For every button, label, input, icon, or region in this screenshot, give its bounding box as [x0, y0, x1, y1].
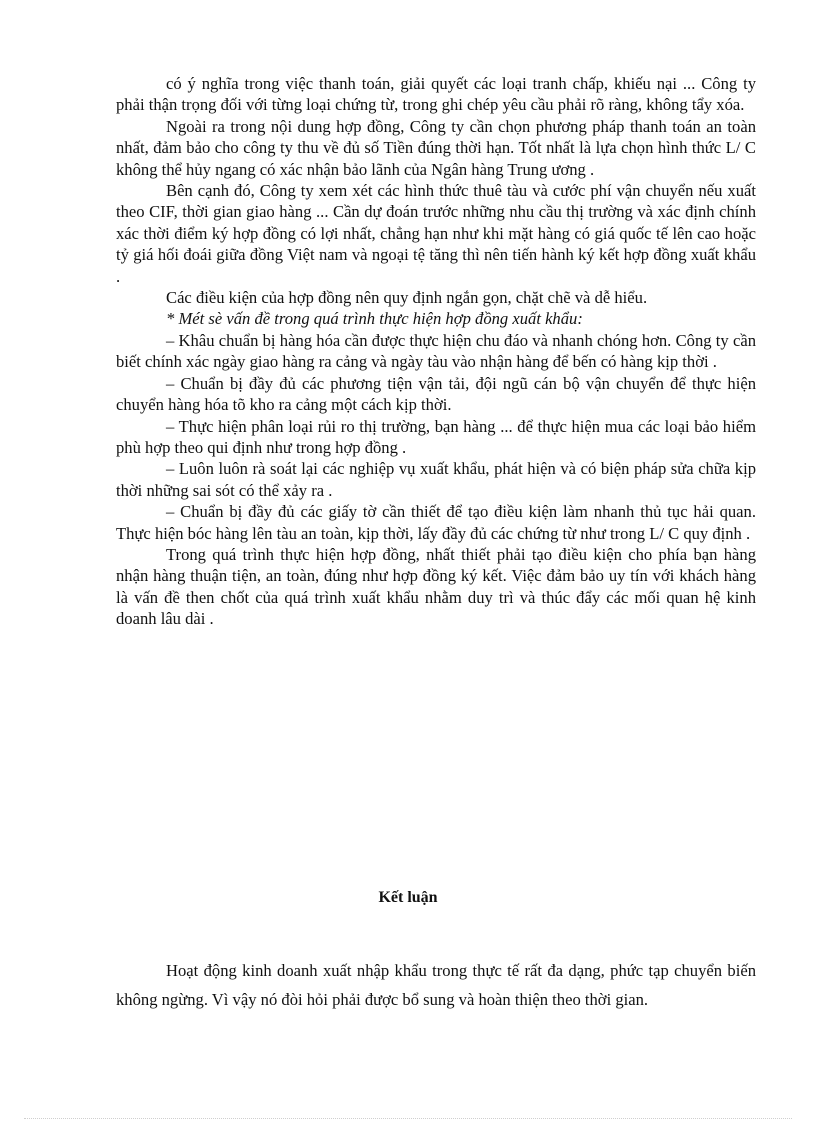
paragraph-payment-method: Ngoài ra trong nội dung hợp đồng, Công ty cần chọn phương pháp thanh toán an toàn nhất, đảm bảo cho công ty thu về đủ số Tiền đúng thời hạn. Tốt nhất là lựa chọn hình thức L/ C không thể hủy ngang có xác nhận bảo lãnh của Ngân hàng Trung ương .: [116, 116, 756, 179]
section-heading-issues: * Mét sè vấn đề trong quá trình thực hiện hợp đồng xuất khẩu:: [166, 309, 583, 329]
conclusion-title: Kết luận: [378, 889, 438, 906]
body-text: [116, 73, 756, 630]
conclusion-text: Hoạt động kinh doanh xuất nhập khẩu trong thực tế rất đa dạng, phức tạp chuyển biến không ngừng. Vì vậy nó đòi hỏi phải được bổ sung và hoàn thiện theo thời gian.: [116, 961, 756, 1009]
bullet-risk-insurance: – Thực hiện phân loại rủi ro thị trường, bạn hàng ... để thực hiện mua các loại bảo hiểm phù hợp theo qui định như trong hợp đồng .: [116, 416, 756, 457]
paragraph-continuation: có ý nghĩa trong việc thanh toán, giải quyết các loại tranh chấp, khiếu nại ... Công ty phải thận trọng đối với từng loại chứng từ, trong ghi chép yêu cầu phải rõ ràng, không tẩy xóa.: [116, 74, 756, 115]
paragraph-closing: Trong quá trình thực hiện hợp đồng, nhất thiết phải tạo điều kiện cho phía bạn hàng nhận hàng thuận tiện, an toàn, đúng như hợp đồng ký kết. Việc đảm bảo uy tín với khách hàng là vấn đề then chốt của quá trình xuất khẩu nhằm duy trì và thúc đẩy các mối quan hệ kinh doanh lâu dài .: [116, 544, 756, 629]
bullet-goods-preparation: – Khâu chuẩn bị hàng hóa cần được thực hiện chu đáo và nhanh chóng hơn. Công ty cần biết chính xác ngày giao hàng ra cảng và ngày tàu vào nhận hàng để bến có hàng kịp thời .: [116, 330, 756, 372]
bullet-transport: – Chuẩn bị đầy đủ các phương tiện vận tải, đội ngũ cán bộ vận chuyển để thực hiện chuyển hàng hóa tõ kho ra cảng một cách kịp thời.: [116, 373, 756, 415]
bullet-documents: – Chuẩn bị đầy đủ các giấy tờ cần thiết để tạo điều kiện làm nhanh thủ tục hải quan. Thực hiện bóc hàng lên tàu an toàn, kịp thời, lấy đầy đủ các chứng từ như trong L/ C quy định .: [116, 502, 756, 543]
page-bottom-divider: [24, 1118, 792, 1119]
paragraph-contract-terms: Các điều kiện của hợp đồng nên quy định ngắn gọn, chặt chẽ và dễ hiểu.: [166, 288, 648, 308]
bullet-review: – Luôn luôn rà soát lại các nghiệp vụ xuất khẩu, phát hiện và có biện pháp sửa chữa kịp thời những sai sót có thể xảy ra .: [116, 459, 756, 500]
paragraph-shipping: Bên cạnh đó, Công ty xem xét các hình thức thuê tàu và cước phí vận chuyển nếu xuất theo CIF, thời gian giao hàng ... Cần dự đoán trước những nhu cầu thị trường và xác định chính xác thời điểm ký hợp đồng có lợi nhất, chẳng hạn như khi mặt hàng có giá quốc tế lên cao hoặc tỷ giá hối đoái giữa đồng Việt nam và ngoại tệ tăng thì nên tiến hành ký kết hợp đồng xuất khẩu .: [116, 181, 756, 286]
